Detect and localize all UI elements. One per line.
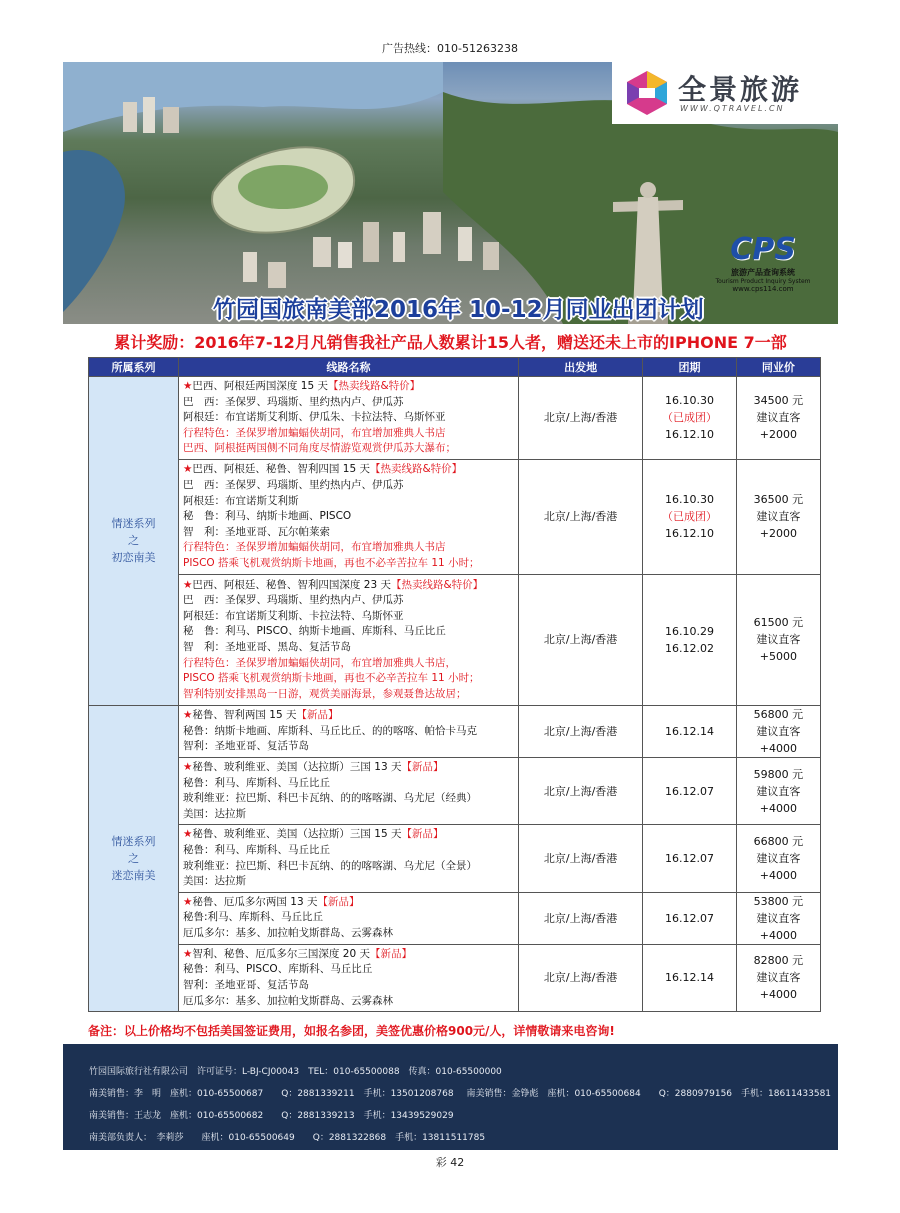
footer-contact-row xyxy=(89,1108,838,1130)
series-label: 迷恋南美 xyxy=(111,869,156,883)
cps-subtitle-cn: 旅游产品查询系统 xyxy=(731,268,795,277)
price-plus: +2000 xyxy=(759,527,797,541)
footer-contact: 南美销售：金铮彪 座机：010-65500684 Q：2880979156 手机：18611433581 xyxy=(466,1089,832,1099)
price-price: 56800 元 xyxy=(753,707,804,721)
route-stop-line: 智 利：圣地亚哥、瓦尔帕莱索 xyxy=(183,525,330,538)
route-stop-line: 阿根廷：布宜诺斯艾利斯、卡拉法特、乌斯怀亚 xyxy=(183,609,404,622)
route-name: 智利、秘鲁、厄瓜多尔三国深度 20 天 xyxy=(192,947,370,960)
depart-cell: 北京/上海/香港 xyxy=(519,705,643,757)
quanjing-logo xyxy=(612,62,838,124)
route-stop-line: 秘 鲁：利马、PISCO、纳斯卡地画、库斯科、马丘比丘 xyxy=(183,625,446,638)
price-price: 61500 元 xyxy=(753,616,804,630)
route-feature: PISCO 搭乘飞机观赏纳斯卡地画，再也不必辛苦拉车 11 小时； xyxy=(183,672,480,685)
table-body xyxy=(89,377,821,1012)
banner-title: 竹园国旅南美部2016年 10-12月同业出团计划 xyxy=(213,297,704,323)
route-feature: 巴西、阿根挺两国侧不同角度尽情游览观赏伊瓜苏大瀑布； xyxy=(183,442,456,455)
route-title xyxy=(183,578,514,594)
table-row xyxy=(89,705,821,757)
route-name: 巴西、阿根廷、秘鲁、智利四国深度 23 天 xyxy=(192,578,391,591)
route-stop-line: 秘鲁：纳斯卡地画、库斯科、马丘比丘、的的喀喀、帕恰卡马克 xyxy=(183,724,477,737)
route-stop-line: 智利：圣地亚哥、复活节岛 xyxy=(183,740,309,753)
table-row xyxy=(89,377,821,460)
reward-headline: 累计奖励：2016年7-12月凡销售我社产品人数累计15人者，赠送还未上市的IPHONE 7一部 xyxy=(114,333,787,352)
price-plus: +5000 xyxy=(759,650,797,664)
route-tag: 【热卖线路&特价】 xyxy=(327,380,421,392)
route-name: 秘鲁、玻利维亚、美国（达拉斯）三国 15 天 xyxy=(192,828,402,841)
table-row xyxy=(89,892,821,944)
route-cell xyxy=(179,757,519,824)
tour-date: 16.10.29 xyxy=(664,624,714,638)
route-tag: 【热卖线路&特价】 xyxy=(369,463,463,476)
route-title xyxy=(183,708,514,724)
price-suggest: 建议直客 xyxy=(756,633,801,647)
dates-cell xyxy=(643,459,736,574)
price-cell xyxy=(736,892,820,944)
tour-date: 16.10.30 xyxy=(664,493,714,507)
route-tag: 【新品】 xyxy=(401,760,444,773)
price-suggest: 建议直客 xyxy=(756,784,801,798)
price-cell xyxy=(736,825,820,892)
route-stop-line: 美国：达拉斯 xyxy=(183,807,246,820)
footer-contact: 南美销售：王志龙 座机：010-65500682 Q：2881339213 手机：13439529029 xyxy=(89,1111,454,1121)
route-title xyxy=(183,462,514,478)
route-stop-line: 玻利维亚：拉巴斯、科巴卡瓦纳、的的喀喀湖、乌尤尼（经典） xyxy=(183,792,477,805)
header-dates: 团期 xyxy=(643,358,736,377)
route-stop-line: 巴 西：圣保罗、玛瑙斯、里约热内卢、伊瓜苏 xyxy=(183,395,404,408)
route-feature: PISCO 搭乘飞机观赏纳斯卡地画，再也不必辛苦拉车 11 小时； xyxy=(183,556,480,569)
price-cell xyxy=(736,377,820,460)
route-cell xyxy=(179,944,519,1011)
route-cell xyxy=(179,377,519,460)
star-icon: ★ xyxy=(183,947,193,960)
depart-cell: 北京/上海/香港 xyxy=(519,757,643,824)
series-cell xyxy=(89,377,179,706)
route-cell xyxy=(179,574,519,705)
tour-date: 16.10.30 xyxy=(664,394,714,408)
table-row xyxy=(89,944,821,1011)
series-label: 情迷系列 xyxy=(111,835,156,849)
header-route: 线路名称 xyxy=(179,358,519,377)
route-tag: 【新品】 xyxy=(317,895,360,908)
route-cell xyxy=(179,459,519,574)
tour-date: 16.12.14 xyxy=(664,971,714,985)
series-label: 之 xyxy=(128,852,139,866)
logo-url: WWW.QTRAVEL.CN xyxy=(680,104,785,113)
route-stop-line: 巴 西：圣保罗、玛瑙斯、里约热内卢、伊瓜苏 xyxy=(183,478,404,491)
dates-cell xyxy=(643,944,736,1011)
price-suggest: 建议直客 xyxy=(756,852,801,866)
route-name: 秘鲁、智利两国 15 天 xyxy=(192,709,297,722)
route-feature: 行程特色：圣保罗增加蝙蝠侠胡同，布宜增加雅典人书店， xyxy=(183,656,456,669)
cps-logo xyxy=(708,232,818,293)
star-icon: ★ xyxy=(183,709,193,722)
route-feature: 行程特色：圣保罗增加蝙蝠侠胡同，布宜增加雅典人书店 xyxy=(183,541,446,554)
route-stop-line: 美国：达拉斯 xyxy=(183,875,246,888)
header-depart: 出发地 xyxy=(519,358,643,377)
header-series: 所属系列 xyxy=(89,358,179,377)
cps-url: www.cps114.com xyxy=(732,285,794,293)
hexagon-logo-icon xyxy=(622,68,672,118)
contact-footer xyxy=(63,1044,838,1150)
dates-cell xyxy=(643,377,736,460)
star-icon: ★ xyxy=(183,828,193,841)
dates-cell xyxy=(643,825,736,892)
table-row xyxy=(89,574,821,705)
route-stop-line: 智利：圣地亚哥、复活节岛 xyxy=(183,978,309,991)
price-price: 53800 元 xyxy=(753,894,804,908)
route-feature: 智利特别安排黑岛一日游，观赏美丽海景，参观聂鲁达故居； xyxy=(183,687,467,700)
route-cell xyxy=(179,705,519,757)
hero-banner xyxy=(63,62,838,324)
star-icon: ★ xyxy=(183,895,193,908)
price-cell xyxy=(736,574,820,705)
price-suggest: 建议直客 xyxy=(756,971,801,985)
dates-cell xyxy=(643,705,736,757)
route-stop-line: 秘鲁：利马、库斯科、马丘比丘 xyxy=(183,776,330,789)
tour-date: 16.12.10 xyxy=(664,527,714,541)
route-cell xyxy=(179,825,519,892)
route-tag: 【新品】 xyxy=(401,828,444,841)
route-stop-line: 阿根廷：布宜诺斯艾利斯 xyxy=(183,494,299,507)
route-name: 巴西、阿根廷两国深度 15 天 xyxy=(192,380,328,392)
page-number: 彩 42 xyxy=(435,1156,465,1169)
table-header-row xyxy=(89,358,821,377)
series-label: 之 xyxy=(128,534,139,548)
price-plus: +4000 xyxy=(759,928,797,942)
route-tag: 【新品】 xyxy=(296,709,339,722)
price-price: 66800 元 xyxy=(753,835,804,849)
depart-cell: 北京/上海/香港 xyxy=(519,459,643,574)
route-stop-line: 智 利：圣地亚哥、黑岛、复活节岛 xyxy=(183,640,351,653)
route-tag: 【热卖线路&特价】 xyxy=(390,578,484,591)
route-name: 秘鲁、厄瓜多尔两国 13 天 xyxy=(192,895,318,908)
tour-date: （已成团） xyxy=(661,411,717,425)
route-stop-line: 秘鲁：利马、PISCO、库斯科、马丘比丘 xyxy=(183,963,373,976)
route-stop-line: 秘鲁:利马、库斯科、马丘比丘 xyxy=(183,911,324,924)
star-icon: ★ xyxy=(183,380,193,392)
tour-date: 16.12.07 xyxy=(664,852,714,866)
price-plus: +4000 xyxy=(759,741,797,755)
footer-contact: 南美销售：李 明 座机：010-65500687 Q：2881339211 手机：13501208768 xyxy=(89,1089,454,1099)
ad-hotline: 广告热线：010-51263238 xyxy=(382,42,518,55)
series-label: 初恋南美 xyxy=(111,551,156,565)
remark-note: 备注：以上价格均不包括美国签证费用，如报名参团，美签优惠价格900元/人，详情敬请来电咨询! xyxy=(88,1024,615,1038)
footer-contact-row xyxy=(89,1130,838,1152)
price-cell xyxy=(736,705,820,757)
price-plus: +4000 xyxy=(759,801,797,815)
price-suggest: 建议直客 xyxy=(756,510,801,524)
route-title xyxy=(183,760,514,776)
price-price: 82800 元 xyxy=(753,954,804,968)
tour-date: 16.12.10 xyxy=(664,428,714,442)
table-row xyxy=(89,825,821,892)
tour-date: 16.12.07 xyxy=(664,784,714,798)
price-price: 36500 元 xyxy=(753,493,804,507)
star-icon: ★ xyxy=(183,463,193,476)
price-suggest: 建议直客 xyxy=(756,724,801,738)
route-cell xyxy=(179,892,519,944)
cps-title: CPS xyxy=(730,232,796,267)
depart-cell: 北京/上海/香港 xyxy=(519,944,643,1011)
price-plus: +4000 xyxy=(759,988,797,1002)
price-suggest: 建议直客 xyxy=(756,911,801,925)
route-stop-line: 阿根廷：布宜诺斯艾利斯、伊瓜朱、卡拉法特、乌斯怀亚 xyxy=(183,411,446,424)
dates-cell xyxy=(643,892,736,944)
footer-contact-row xyxy=(89,1086,838,1108)
header-price: 同业价 xyxy=(736,358,820,377)
route-stop-line: 秘鲁：利马、库斯科、马丘比丘 xyxy=(183,843,330,856)
price-price: 59800 元 xyxy=(753,767,804,781)
table-row xyxy=(89,459,821,574)
tour-date: （已成团） xyxy=(661,510,717,524)
price-suggest: 建议直客 xyxy=(756,411,801,425)
route-stop-line: 厄瓜多尔：基多、加拉帕戈斯群岛、云雾森林 xyxy=(183,927,393,940)
route-stop-line: 玻利维亚：拉巴斯、科巴卡瓦纳、的的喀喀湖、乌尤尼（全景） xyxy=(183,859,477,872)
price-cell xyxy=(736,459,820,574)
table-row xyxy=(89,757,821,824)
price-cell xyxy=(736,944,820,1011)
logo-text: 全景旅游 xyxy=(678,73,803,106)
star-icon: ★ xyxy=(183,760,193,773)
depart-cell: 北京/上海/香港 xyxy=(519,574,643,705)
route-title xyxy=(183,947,514,963)
star-icon: ★ xyxy=(183,578,193,591)
route-title xyxy=(183,895,514,911)
series-label: 情迷系列 xyxy=(111,517,156,531)
route-tag: 【新品】 xyxy=(369,947,412,960)
price-cell xyxy=(736,757,820,824)
tour-date: 16.12.02 xyxy=(664,641,714,655)
route-name: 巴西、阿根廷、秘鲁、智利四国 15 天 xyxy=(192,463,370,476)
tour-plan-table xyxy=(88,357,821,1012)
footer-company: 竹园国际旅行社有限公司 许可证号：L-BJ-CJ00043 TEL：010-65500088 传真：010-65500000 xyxy=(89,1067,502,1077)
route-stop-line: 秘 鲁：利马、纳斯卡地画、PISCO xyxy=(183,510,352,523)
depart-cell: 北京/上海/香港 xyxy=(519,825,643,892)
series-cell xyxy=(89,705,179,1011)
tour-date: 16.12.07 xyxy=(664,911,714,925)
route-feature: 行程特色：圣保罗增加蝙蝠侠胡同，布宜增加雅典人书店 xyxy=(183,426,446,439)
tour-date: 16.12.14 xyxy=(664,724,714,738)
footer-contact: 南美部负责人： 李莉莎 座机：010-65500649 Q：2881322868 手机：13811511785 xyxy=(89,1133,486,1143)
depart-cell: 北京/上海/香港 xyxy=(519,377,643,460)
dates-cell xyxy=(643,757,736,824)
route-stop-line: 巴 西：圣保罗、玛瑙斯、里约热内卢、伊瓜苏 xyxy=(183,594,404,607)
route-title xyxy=(183,827,514,843)
depart-cell: 北京/上海/香港 xyxy=(519,892,643,944)
price-plus: +4000 xyxy=(759,869,797,883)
route-name: 秘鲁、玻利维亚、美国（达拉斯）三国 13 天 xyxy=(192,760,402,773)
price-plus: +2000 xyxy=(759,428,797,442)
cps-subtitle-en: Tourism Product Inquiry System xyxy=(715,278,811,285)
price-price: 34500 元 xyxy=(753,394,804,408)
dates-cell xyxy=(643,574,736,705)
route-title xyxy=(183,379,514,395)
route-stop-line: 厄瓜多尔：基多、加拉帕戈斯群岛、云雾森林 xyxy=(183,994,393,1007)
